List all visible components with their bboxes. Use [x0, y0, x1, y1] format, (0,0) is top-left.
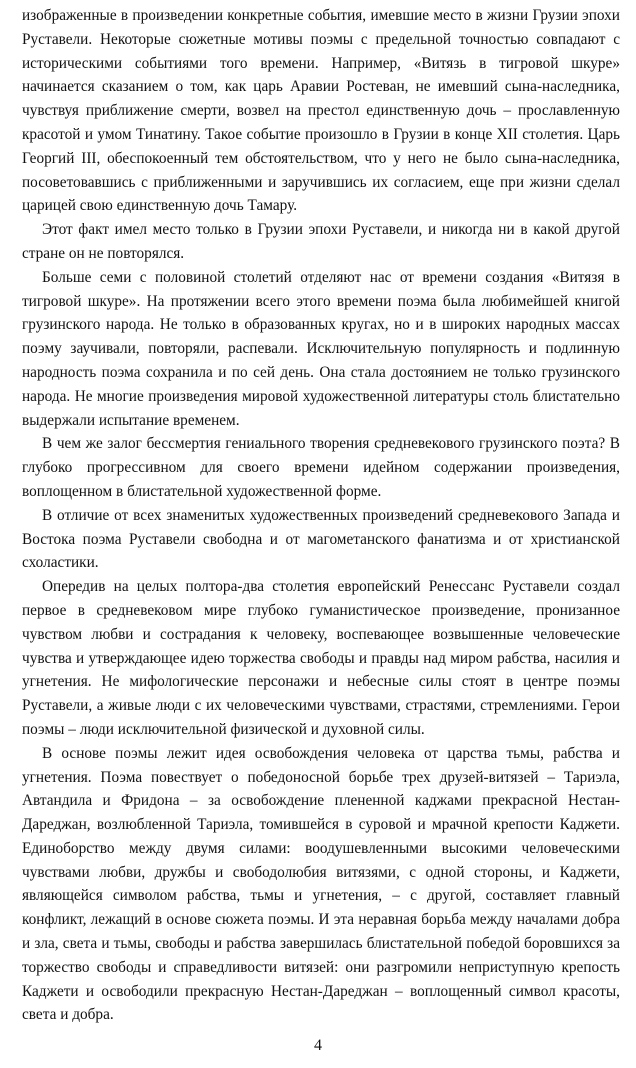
paragraph-unique-fact: Этот факт имел место только в Грузии эпохи Руставели, и никогда ни в какой другой стране он не повторялся.: [22, 221, 620, 262]
paragraph-popularity: Больше семи с половиной столетий отделяют нас от времени создания «Витязя в тигровой шкуре». На протяжении всего этого времени поэма была любимейшей книгой грузинского народа. Не только в образованных кругах, но и в широких народных массах поэму заучивали, повторяли, распевали. Исключительную популярность и подлинную народность поэма сохранила и по сей день. Она стала достоянием не только грузинского народа. Не многие произведения мировой художественной литературы столь блистательно выдержали испытание временем.: [22, 268, 620, 429]
paragraph-freedom-from-fanaticism: В отличие от всех знаменитых художественных произведений средневекового Запада и Востока поэма Руставели свободна и от магометанского фанатизма и от христианской схоластики.: [22, 506, 620, 572]
paragraph-main-idea: В основе поэмы лежит идея освобождения человека от царства тьмы, рабства и угнетения. Поэма повествует о победоносной борьбе трех друзей-витязей – Тариэла, Автандила и Фридона – за освобождение плененной каджами прекрасной Нестан-Дареджан, возлюбленной Тариэла, томившейся в суровой и мрачной крепости Каджети. Единоборство между двумя силами: воодушевленными высокими человеческими чувствами любви, дружбы и свободолюбия витязями, с одной стороны, и Каджети, являющейся символом рабства, тьмы и угнетения, – с другой, составляет главный конфликт, лежащий в основе сюжета поэмы. И эта неравная борьба между началами добра и зла, света и тьмы, свободы и рабства завершилась блистательной победой боровшихся за торжество свободы и справедливости витязей: они разгромили неприступную крепость Каджети и освободили прекрасную Нестан-Дареджан – воплощенный символ красоты, света и добра.: [22, 744, 620, 1024]
page-body: [22, 4, 620, 1027]
page-number: 4: [314, 1037, 322, 1054]
paragraph-humanism: Опередив на целых полтора-два столетия европейский Ренессанс Руставели создал первое в средневековом мире глубоко гуманистическое произведение, пронизанное чувством любви и сострадания к человеку, воспевающее возвышенные человеческие чувства и утверждающее идею торжества свободы и правды над миром рабства, насилия и угнетения. Не мифологические персонажи и небесные силы стоят в центре поэмы Руставели, а живые люди с их человеческими чувствами, страстями, стремлениями. Герои поэмы – люди исключительной физической и духовной силы.: [22, 578, 620, 738]
paragraph-immortality: В чем же залог бессмертия гениального творения средневекового грузинского поэта? В глубоко прогрессивном для своего времени идейном содержании произведения, воплощенном в блистательной художественной форме.: [22, 435, 620, 500]
paragraph-continuation: изображенные в произведении конкретные события, имевшие место в жизни Грузии эпохи Руставели. Некоторые сюжетные мотивы поэмы с предельной точностью совпадают с историческими событиями того времени. Например, «Витязь в тигровой шкуре» начинается сказанием о том, как царь Аравии Ростеван, не имевший сына-наследника, чувствуя приближение смерти, возвел на престол единственную дочь – прославленную красотой и умом Тинатину. Такое событие произошло в Грузии в конце XII столетия. Царь Георгий III, обеспокоенный тем обстоятельством, что у него не было сына-наследника, посоветовавшись с приближенными и заручившись их согласием, еще при жизни сделал царицей свою единственную дочь Тамару.: [22, 7, 620, 215]
